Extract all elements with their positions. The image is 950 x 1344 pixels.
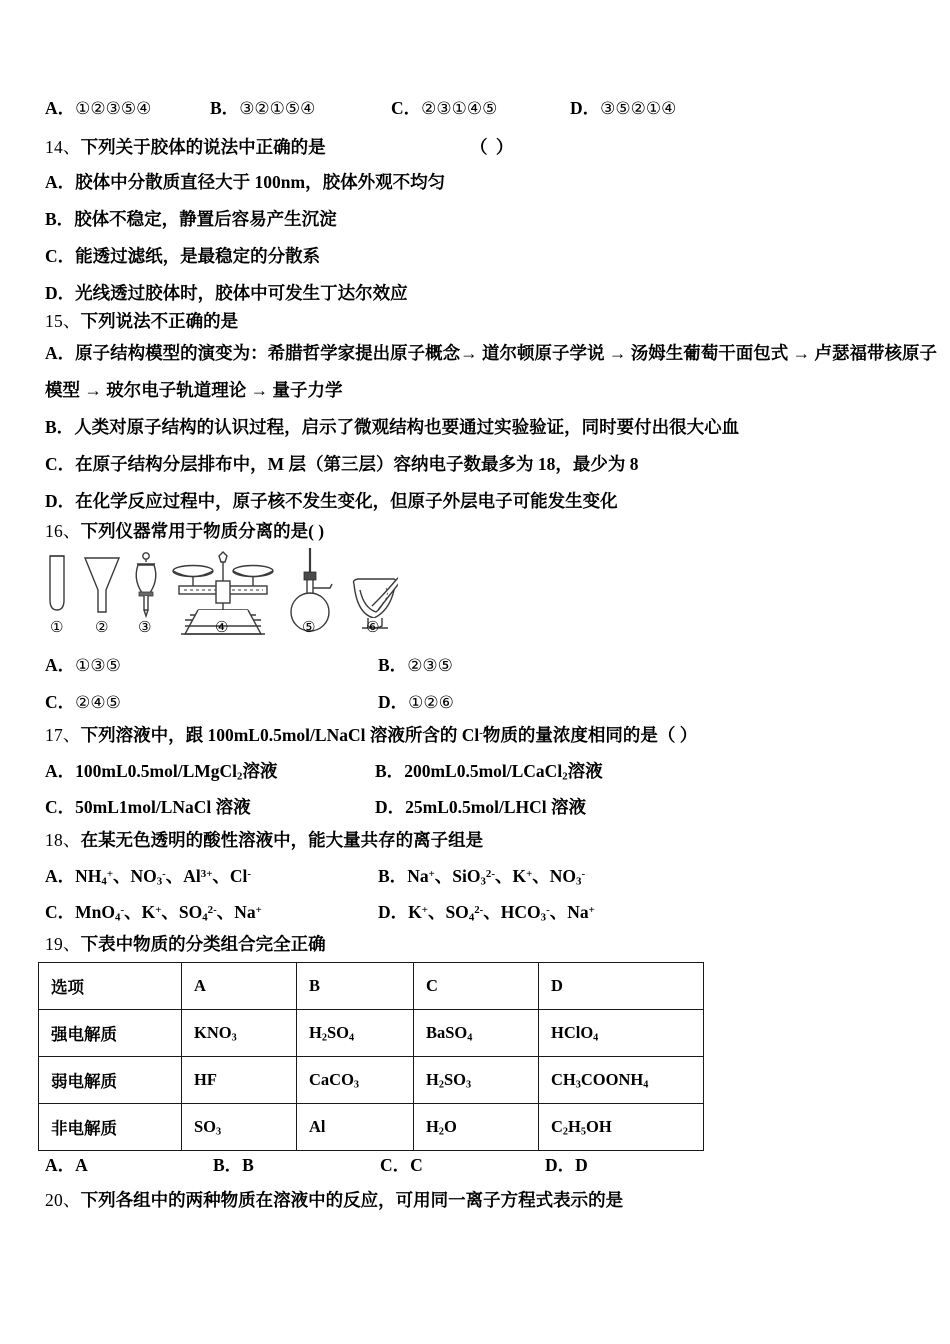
q16-option-c-letter: C． (45, 692, 76, 712)
q17-stem-part2: 物质的量浓度相同的是（ ） (482, 725, 698, 745)
q15-option-b-text: 人类对原子结构的认识过程，启示了微观结构也要通过实验验证，同时要付出很大心血 (74, 417, 740, 437)
q17-option-a-pre: 100mL0.5mol/LMgCl (75, 761, 238, 781)
q16-option-b-letter: B． (378, 655, 408, 675)
q19-answer-b: B．B (213, 1155, 254, 1175)
q18-option-d (378, 904, 595, 922)
q18-option-b-ions: Na+、SiO$_3^{2-}$、K+、$NO_3^-$ (407, 866, 586, 888)
table-header-row (39, 963, 704, 1010)
q14-stem-text: 下列关于胶体的说法中正确的是 (80, 137, 326, 157)
q17-stem (45, 727, 697, 745)
q17-option-b-post: 溶液 (567, 761, 603, 781)
q14-option-a-text: 胶体中分散质直径大于 100nm，胶体外观不均匀 (75, 172, 446, 192)
q17-stem-part1: 下列溶液中，跟 100mL0.5mol/LNaCl 溶液所含的 Cl (80, 725, 480, 745)
q19-answer-a: A．A (45, 1155, 88, 1175)
q15-option-a-line1 (45, 345, 937, 363)
q18-option-d-letter: D． (378, 902, 409, 922)
q18-option-c (45, 904, 262, 922)
q16-option-a-letter: A． (45, 655, 76, 675)
q15-option-b (45, 419, 739, 437)
q17-option-a-post: 溶液 (242, 761, 278, 781)
q17-option-d-text: 25mL0.5mol/LHCl 溶液 (405, 797, 586, 817)
cell-strong-a: $KNO_3$ (182, 1010, 297, 1057)
q14-number: 14、 (45, 137, 81, 157)
q15-option-c-text: 在原子结构分层排布中，M 层（第三层）容纳电子数最多为 18，最少为 8 (75, 454, 639, 474)
q16-number: 16、 (45, 521, 81, 541)
q19-answer-d: D．D (545, 1155, 588, 1175)
q15-option-d-text: 在化学反应过程中，原子核不发生变化，但原子外层电子可能发生变化 (75, 491, 618, 511)
funnel-icon (85, 558, 119, 612)
q18-option-b (378, 868, 585, 886)
q20-stem (45, 1192, 623, 1210)
q18-option-c-letter: C． (45, 902, 76, 922)
q17-option-b (375, 763, 603, 781)
q18-option-a-letter: A． (45, 866, 76, 886)
table-header-0: 选项 (39, 963, 182, 1010)
cell-weak-a: HF (182, 1057, 297, 1104)
q16-option-d-letter: D． (378, 692, 409, 712)
cell-non-c: $H_2O$ (414, 1104, 539, 1151)
classification-table (38, 962, 704, 1151)
q20-stem-text: 下列各组中的两种物质在溶液中的反应，可用同一离子方程式表示的是 (80, 1190, 624, 1210)
q16-option-c-text: ②④⑤ (75, 693, 121, 713)
table-row (39, 1010, 704, 1057)
q19-stem (45, 936, 326, 954)
q14-option-b (45, 211, 337, 229)
apparatus-label-6: ⑥ (366, 618, 380, 636)
q18-option-d-ions: K+、$SO_4^{2-}$、$HCO_3^-$、Na+ (408, 902, 595, 924)
q14-option-d-letter: D． (45, 283, 76, 303)
cell-strong-b: $H_2SO_4$ (297, 1010, 414, 1057)
q14-option-c-text: 能透过滤纸，是最稳定的分散系 (75, 246, 321, 266)
row-label-weak-electrolyte: 弱电解质 (39, 1057, 182, 1104)
table-header-4: D (539, 963, 704, 1010)
q15-stem (45, 313, 238, 331)
q14-answer-blank: （ ） (470, 137, 516, 157)
q18-option-a-ions: $NH_4^+$、$NO_3^-$、$Al^{3+}$、Cl- (75, 866, 252, 888)
row-label-non-electrolyte: 非电解质 (39, 1104, 182, 1151)
q14-option-b-text: 胶体不稳定，静置后容易产生沉淀 (74, 209, 337, 229)
q15-option-a-text-1: 原子结构模型的演变为：希腊哲学家提出原子概念→ 道尔顿原子学说 → 汤姆生葡萄干面包式 → 卢瑟福带核原子 (75, 343, 938, 363)
q15-option-c (45, 456, 639, 474)
q14-option-a (45, 174, 445, 192)
separating-funnel-icon (136, 553, 156, 616)
q13-option-c (391, 100, 497, 118)
table-header-3: C (414, 963, 539, 1010)
q15-option-b-letter: B． (45, 417, 75, 437)
q19-number: 19、 (45, 934, 81, 954)
q17-option-d (375, 799, 586, 817)
q13-option-a-letter: A． (45, 98, 76, 118)
table-header-1: A (182, 963, 297, 1010)
q15-option-d-letter: D． (45, 491, 76, 511)
table-header-2: B (297, 963, 414, 1010)
q13-option-b-letter: B． (210, 98, 240, 118)
cell-weak-d: $CH_3COONH_4$ (539, 1057, 704, 1104)
apparatus-labels (38, 620, 398, 642)
q13-option-c-letter: C． (391, 98, 422, 118)
apparatus-label-3: ③ (138, 618, 152, 636)
q18-stem (45, 832, 483, 850)
table-row (39, 1057, 704, 1104)
q13-option-d (570, 100, 676, 118)
cell-non-a: $SO_3$ (182, 1104, 297, 1151)
q15-option-d (45, 493, 618, 511)
table-row (39, 1104, 704, 1151)
q17-option-b-pre: 200mL0.5mol/LCaCl (404, 761, 563, 781)
cell-non-b: Al (297, 1104, 414, 1151)
q18-option-a (45, 868, 251, 886)
q15-option-a-letter: A． (45, 343, 76, 363)
q15-number: 15、 (45, 311, 81, 331)
q14-option-d-text: 光线透过胶体时，胶体中可发生丁达尔效应 (75, 283, 408, 303)
q15-option-c-letter: C． (45, 454, 76, 474)
q20-number: 20、 (45, 1190, 81, 1210)
q14-option-b-letter: B． (45, 209, 75, 229)
q16-option-b-text: ②③⑤ (407, 656, 453, 676)
q16-option-d-text: ①②⑥ (408, 693, 454, 713)
q18-option-b-letter: B． (378, 866, 408, 886)
q16-option-a (45, 657, 121, 675)
q18-option-c-ions: MnO$_4$-、K+、$SO_4^{2-}$、Na+ (75, 902, 262, 924)
q18-number: 18、 (45, 830, 81, 850)
q18-stem-text: 在某无色透明的酸性溶液中，能大量共存的离子组是 (80, 830, 484, 850)
apparatus-label-4: ④ (215, 618, 229, 636)
apparatus-label-1: ① (50, 618, 64, 636)
q13-option-d-text: ③⑤②①④ (600, 99, 677, 119)
q13-option-b (210, 100, 315, 118)
q17-option-b-letter: B． (375, 761, 405, 781)
q17-number: 17、 (45, 725, 81, 745)
test-tube-icon (50, 556, 64, 610)
q19-stem-text: 下表中物质的分类组合完全正确 (80, 934, 326, 954)
q14-option-c (45, 248, 320, 266)
cell-weak-b: CaCO$_3$ (297, 1057, 414, 1104)
q13-option-a-text: ①②③⑤④ (75, 99, 152, 119)
q17-option-b-sub: 2 (562, 770, 568, 783)
q16-option-a-text: ①③⑤ (75, 656, 121, 676)
q14-option-c-letter: C． (45, 246, 76, 266)
q15-option-a-text-2: 模型 → 玻尔电子轨道理论 → 量子力学 (45, 380, 343, 400)
apparatus-label-5: ⑤ (302, 618, 316, 636)
q16-option-c (45, 694, 121, 712)
cell-weak-c: $H_2SO_3$ (414, 1057, 539, 1104)
q17-option-a-sub: 2 (237, 770, 243, 783)
q13-option-a (45, 100, 151, 118)
q16-option-b (378, 657, 453, 675)
q14-option-a-letter: A． (45, 172, 76, 192)
q13-option-d-letter: D． (570, 98, 601, 118)
q16-stem (45, 523, 324, 541)
q17-option-d-letter: D． (375, 797, 406, 817)
q16-option-d (378, 694, 454, 712)
q17-option-c (45, 799, 251, 817)
q15-stem-text: 下列说法不正确的是 (80, 311, 239, 331)
q17-option-c-text: 50mL1mol/LNaCl 溶液 (75, 797, 251, 817)
cell-non-d: $C_2H_5OH$ (539, 1104, 704, 1151)
q14-option-d (45, 285, 408, 303)
apparatus-label-2: ② (95, 618, 109, 636)
row-label-strong-electrolyte: 强电解质 (39, 1010, 182, 1057)
q13-option-b-text: ③②①⑤④ (239, 99, 316, 119)
q19-answer-c: C．C (380, 1155, 423, 1175)
cell-strong-d: HClO$_4$ (539, 1010, 704, 1057)
q16-stem-text: 下列仪器常用于物质分离的是( ) (80, 521, 325, 541)
q17-option-a-letter: A． (45, 761, 76, 781)
q17-option-a (45, 763, 277, 781)
q14-stem (45, 139, 326, 157)
cell-strong-c: BaSO$_4$ (414, 1010, 539, 1057)
q13-option-c-text: ②③①④⑤ (421, 99, 498, 119)
q17-stem-sup: - (479, 727, 483, 740)
q17-option-c-letter: C． (45, 797, 76, 817)
q15-option-a-line2 (45, 382, 343, 400)
